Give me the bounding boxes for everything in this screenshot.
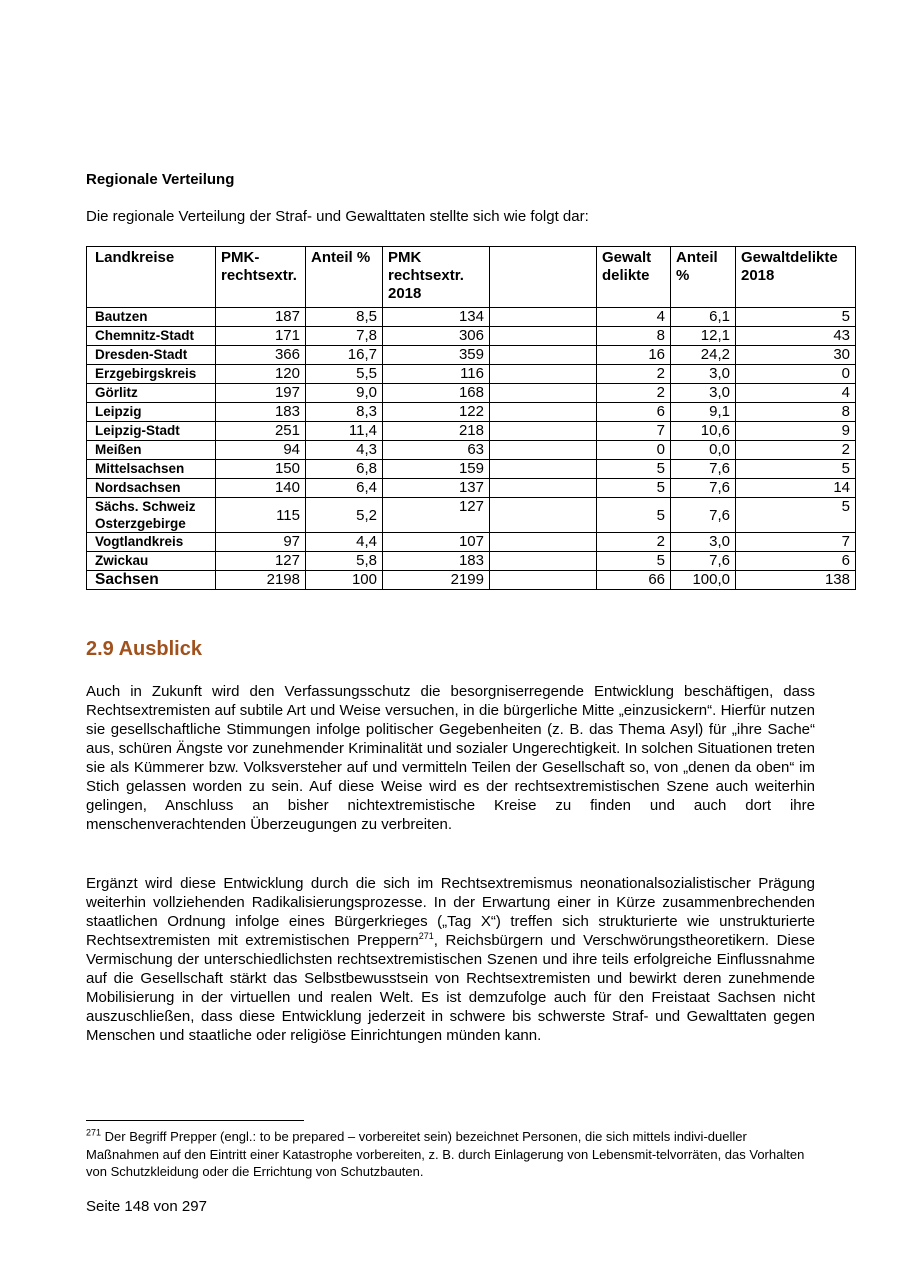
value-cell: 2199 — [383, 571, 490, 590]
table-row — [87, 327, 856, 346]
empty-cell — [490, 346, 597, 365]
value-cell: 16 — [597, 346, 671, 365]
table-header-row — [87, 247, 856, 308]
value-cell: 5 — [597, 552, 671, 571]
value-cell: 0,0 — [671, 441, 736, 460]
value-cell: 5,8 — [306, 552, 383, 571]
district-name-cell: Dresden-Stadt — [87, 346, 216, 365]
value-cell: 5 — [736, 308, 856, 327]
value-cell: 127 — [383, 498, 490, 533]
empty-cell — [490, 460, 597, 479]
value-cell: 6 — [597, 403, 671, 422]
value-cell: 107 — [383, 533, 490, 552]
column-header: Landkreise — [87, 247, 216, 308]
value-cell: 14 — [736, 479, 856, 498]
district-name-cell: Görlitz — [87, 384, 216, 403]
footnote-divider — [86, 1120, 304, 1121]
empty-cell — [490, 479, 597, 498]
value-cell: 168 — [383, 384, 490, 403]
value-cell: 5 — [736, 498, 856, 533]
section-heading: Regionale Verteilung — [86, 171, 235, 188]
value-cell: 171 — [216, 327, 306, 346]
value-cell: 251 — [216, 422, 306, 441]
value-cell: 6,1 — [671, 308, 736, 327]
value-cell: 5 — [597, 460, 671, 479]
empty-cell — [490, 571, 597, 590]
table-row — [87, 384, 856, 403]
value-cell: 150 — [216, 460, 306, 479]
value-cell: 7 — [597, 422, 671, 441]
value-cell: 7,6 — [671, 552, 736, 571]
table-body — [87, 308, 856, 590]
value-cell: 2 — [597, 365, 671, 384]
district-name-cell: Chemnitz-Stadt — [87, 327, 216, 346]
empty-cell — [490, 533, 597, 552]
value-cell: 5 — [597, 479, 671, 498]
value-cell: 7,8 — [306, 327, 383, 346]
value-cell: 43 — [736, 327, 856, 346]
value-cell: 30 — [736, 346, 856, 365]
value-cell: 16,7 — [306, 346, 383, 365]
value-cell: 7 — [736, 533, 856, 552]
value-cell: 11,4 — [306, 422, 383, 441]
empty-cell — [490, 384, 597, 403]
empty-cell — [490, 552, 597, 571]
column-header: PMK rechtsextr. 2018 — [383, 247, 490, 308]
table-row — [87, 441, 856, 460]
value-cell: 2 — [597, 533, 671, 552]
district-name-cell: Nordsachsen — [87, 479, 216, 498]
value-cell: 197 — [216, 384, 306, 403]
table-row — [87, 552, 856, 571]
value-cell: 3,0 — [671, 533, 736, 552]
column-header: Anteil % — [671, 247, 736, 308]
value-cell: 6,4 — [306, 479, 383, 498]
district-name-cell: Meißen — [87, 441, 216, 460]
value-cell: 2 — [736, 441, 856, 460]
intro-text: Die regionale Verteilung der Straf- und Gewalttaten stellte sich wie folgt dar: — [86, 208, 589, 225]
value-cell: 116 — [383, 365, 490, 384]
value-cell: 137 — [383, 479, 490, 498]
value-cell: 183 — [216, 403, 306, 422]
value-cell: 127 — [216, 552, 306, 571]
value-cell: 366 — [216, 346, 306, 365]
district-name-cell: Mittelsachsen — [87, 460, 216, 479]
value-cell: 66 — [597, 571, 671, 590]
district-name-cell: Leipzig — [87, 403, 216, 422]
column-header — [490, 247, 597, 308]
value-cell: 4,4 — [306, 533, 383, 552]
value-cell: 359 — [383, 346, 490, 365]
value-cell: 187 — [216, 308, 306, 327]
district-name-cell: Sachsen — [87, 571, 216, 590]
value-cell: 0 — [736, 365, 856, 384]
value-cell: 218 — [383, 422, 490, 441]
district-name-cell: Bautzen — [87, 308, 216, 327]
value-cell: 3,0 — [671, 384, 736, 403]
value-cell: 7,6 — [671, 498, 736, 533]
value-cell: 94 — [216, 441, 306, 460]
value-cell: 5 — [597, 498, 671, 533]
paragraph: Auch in Zukunft wird den Verfassungsschutz die besorgniserregende Entwicklung beschäftigen, dass Rechtsextremisten auf subtile Art und Weise versuchen, in die bürgerliche Mitte „einzusickern“. Hierfür nutzen sie gesellschaftliche Stimmungen infolge politischer Gegebenheiten (z. B. das Thema Asyl) für „ihre Sache“ aus, schüren Ängste vor zunehmender Kriminalität und sozialer Ungerechtigkeit. In solchen Situationen treten sie als Kümmerer bzw. Volksversteher auf und vermitteln Teilen der Gesellschaft so, von „denen da oben“ im Stich gelassen worden zu sein. Auf diese Weise wird es der rechtsextremistischen Szene auch weiterhin gelingen, Anschluss an bisher nichtextremistische Kreise zu finden und auch dort ihre menschenverachtenden Überzeugungen zu verbreiten. — [86, 683, 815, 833]
footnote-reference: 271 — [418, 931, 434, 941]
value-cell: 9 — [736, 422, 856, 441]
value-cell: 306 — [383, 327, 490, 346]
value-cell: 9,1 — [671, 403, 736, 422]
paragraph — [86, 874, 815, 1045]
empty-cell — [490, 498, 597, 533]
table-row — [87, 533, 856, 552]
value-cell: 7,6 — [671, 460, 736, 479]
value-cell: 6,8 — [306, 460, 383, 479]
value-cell: 5 — [736, 460, 856, 479]
value-cell: 4,3 — [306, 441, 383, 460]
paragraph-text: , Reichsbürgern und Verschwörungstheoretikern. Diese Vermischung der unterschiedlichsten rechtsextremistischen Szenen und ihre teils erfolgreiche Einflussnahme auf die Gesellschaft stärkt das Selbstbewusstsein von Rechtsextremisten und bewirkt deren zunehmende Mobilisierung in der virtuellen und realen Welt. Es ist demzufolge auch für den Freistaat Sachsen nicht auszuschließen, dass diese Entwicklung jederzeit in schwere bis schwerste Straf- und Gewalttaten gegen Menschen und staatliche oder religiöse Einrichtungen münden kann. — [86, 932, 815, 1044]
empty-cell — [490, 422, 597, 441]
footnote-text: Der Begriff Prepper (engl.: to be prepared – vorbereitet sein) bezeichnet Personen, die sich mittels indivi-dueller Maßnahmen auf den Eintritt einer Katastrophe vorbereiten, z. B. durch Einlagerung von Lebensmit-telvorräten, das Vorhalten von Schutzkleidung oder die Errichtung von Schutzbauten. — [86, 1129, 805, 1179]
table-row — [87, 479, 856, 498]
table-row — [87, 422, 856, 441]
table-row — [87, 403, 856, 422]
value-cell: 134 — [383, 308, 490, 327]
value-cell: 100,0 — [671, 571, 736, 590]
table-total-row — [87, 571, 856, 590]
value-cell: 183 — [383, 552, 490, 571]
column-header: PMK-rechtsextr. — [216, 247, 306, 308]
value-cell: 12,1 — [671, 327, 736, 346]
table-row — [87, 460, 856, 479]
value-cell: 122 — [383, 403, 490, 422]
value-cell: 138 — [736, 571, 856, 590]
district-name-cell: Zwickau — [87, 552, 216, 571]
value-cell: 63 — [383, 441, 490, 460]
value-cell: 159 — [383, 460, 490, 479]
table-row — [87, 365, 856, 384]
empty-cell — [490, 403, 597, 422]
value-cell: 0 — [597, 441, 671, 460]
empty-cell — [490, 365, 597, 384]
paragraph-text: Ergänzt wird diese Entwicklung durch die sich im Rechtsextremismus neonationalsozialistischer Prägung weiterhin vollziehenden Radikalisierungsprozesse. In der Erwartung einer in Kürze zusammenbrechenden staatlichen Ordnung infolge eines Bürgerkrieges („Tag X“) treffen sich strukturierte wie unstrukturierte Rechtsextremisten mit extremistischen Preppern — [86, 875, 815, 949]
value-cell: 2 — [597, 384, 671, 403]
value-cell: 10,6 — [671, 422, 736, 441]
value-cell: 120 — [216, 365, 306, 384]
district-name-cell: Leipzig-Stadt — [87, 422, 216, 441]
column-header: Anteil % — [306, 247, 383, 308]
value-cell: 6 — [736, 552, 856, 571]
value-cell: 115 — [216, 498, 306, 533]
district-name-cell: Erzgebirgskreis — [87, 365, 216, 384]
value-cell: 4 — [736, 384, 856, 403]
value-cell: 5,2 — [306, 498, 383, 533]
table-row — [87, 498, 856, 533]
footnote-number: 271 — [86, 1127, 102, 1138]
district-name-cell: Sächs. Schweiz Osterzgebirge — [87, 498, 216, 533]
empty-cell — [490, 441, 597, 460]
value-cell: 24,2 — [671, 346, 736, 365]
value-cell: 8 — [597, 327, 671, 346]
empty-cell — [490, 327, 597, 346]
column-header: Gewaltdelikte 2018 — [736, 247, 856, 308]
value-cell: 3,0 — [671, 365, 736, 384]
chapter-title: 2.9 Ausblick — [86, 638, 202, 660]
value-cell: 97 — [216, 533, 306, 552]
value-cell: 2198 — [216, 571, 306, 590]
value-cell: 5,5 — [306, 365, 383, 384]
page-footer: Seite 148 von 297 — [86, 1198, 207, 1215]
value-cell: 9,0 — [306, 384, 383, 403]
table-row — [87, 308, 856, 327]
column-header: Gewalt delikte — [597, 247, 671, 308]
value-cell: 8 — [736, 403, 856, 422]
value-cell: 140 — [216, 479, 306, 498]
regional-distribution-table — [86, 246, 856, 590]
empty-cell — [490, 308, 597, 327]
value-cell: 7,6 — [671, 479, 736, 498]
value-cell: 4 — [597, 308, 671, 327]
value-cell: 100 — [306, 571, 383, 590]
value-cell: 8,3 — [306, 403, 383, 422]
table-row — [87, 346, 856, 365]
district-name-cell: Vogtlandkreis — [87, 533, 216, 552]
value-cell: 8,5 — [306, 308, 383, 327]
footnote — [86, 1128, 815, 1181]
